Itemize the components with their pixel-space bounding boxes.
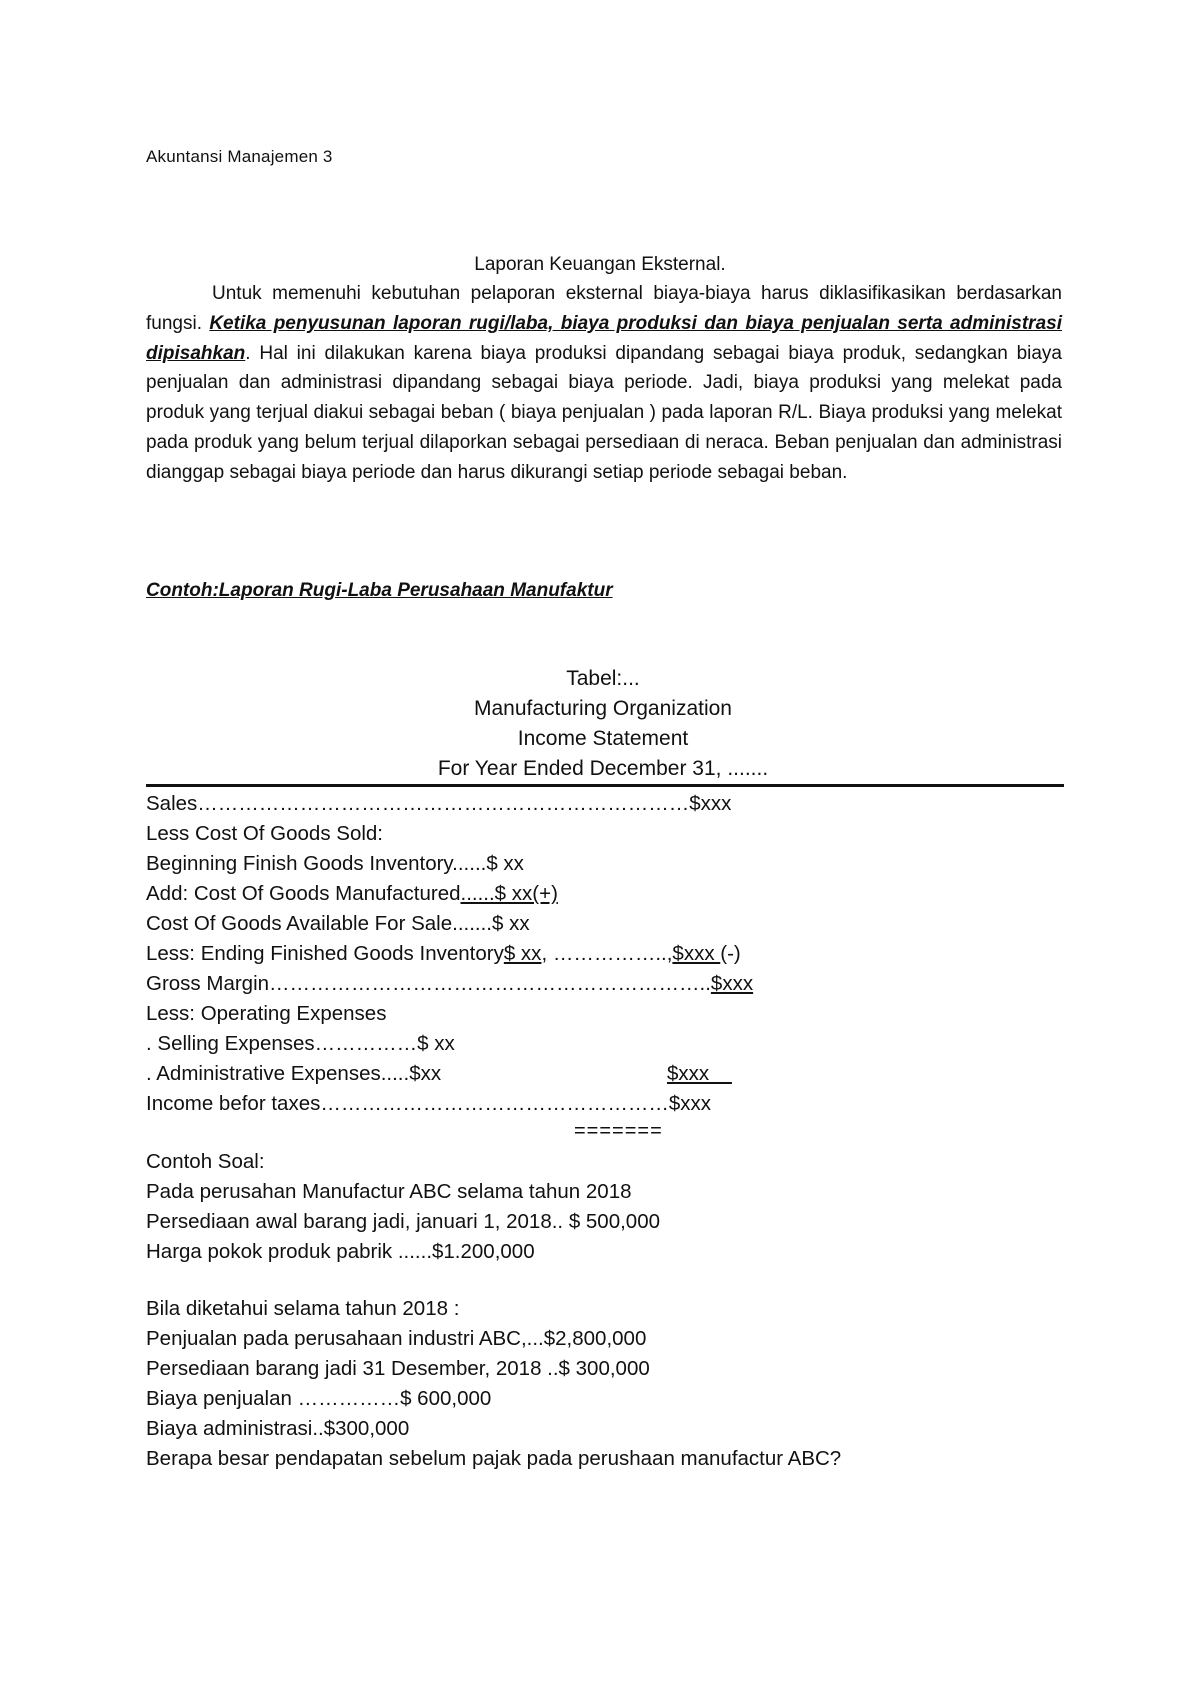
problem-line: Persediaan awal barang jadi, januari 1, 2018.. $ 500,000 <box>146 1210 661 1233</box>
example-heading: Contoh:Laporan Rugi-Laba Perusahaan Manufaktur <box>146 580 613 601</box>
cost-manufactured-value: ......$ xx(+) <box>460 882 558 905</box>
problem-line: Pada perusahan Manufactur ABC selama tahun 2018 <box>146 1180 632 1203</box>
gross-margin-label: Gross Margin……………………………………………………….. <box>146 972 711 995</box>
ending-inventory-dots: , …………….., <box>541 942 673 965</box>
statement-line-administrative-expenses: . Administrative Expenses.....$xx <box>146 1062 442 1085</box>
given-line: Persediaan barang jadi 31 Desember, 2018 ..$ 300,000 <box>146 1357 650 1380</box>
statement-header-rule <box>146 784 1064 787</box>
statement-line-operating-expenses: Less: Operating Expenses <box>146 1002 387 1025</box>
statement-line-cost-manufactured <box>146 882 558 906</box>
statement-line-ending-inventory <box>146 942 741 966</box>
statement-line-selling-expenses: . Selling Expenses……………$ xx <box>146 1032 455 1055</box>
question-line: Berapa besar pendapatan sebelum pajak pada perushaan manufactur ABC? <box>146 1447 842 1470</box>
statement-period: For Year Ended December 31, ....... <box>437 757 769 780</box>
statement-line-sales: Sales………………………………………………………………$xxx <box>146 792 732 815</box>
section-title: Laporan Keuangan Eksternal. <box>474 254 726 275</box>
problem-line: Harga pokok produk pabrik ......$1.200,000 <box>146 1240 535 1263</box>
statement-organization: Manufacturing Organization <box>474 697 732 720</box>
paragraph-emphasis: Ketika penyusunan laporan rugi/laba, biaya produksi dan biaya penjualan serta administrasi dipisahkan <box>146 312 1062 364</box>
ending-inventory-sign: (-) <box>720 942 741 965</box>
paragraph-text-after: . Hal ini dilakukan karena biaya produksi dipandang sebagai biaya produk, sedangkan biaya penjualan dan administrasi dipandang sebagai biaya periode. Jadi, biaya produksi yang melekat pada produk yang terjual diakui sebagai beban ( biaya penjualan ) pada laporan R/L. Biaya produksi yang melekat pada produk yang belum terjual dilaporkan sebagai persediaan di neraca. Beban penjualan dan administrasi dianggap sebagai biaya periode dan harus dikurangi setiap periode sebagai beban. <box>146 342 1062 483</box>
statement-line-gross-margin <box>146 972 753 996</box>
gross-margin-value: $xxx <box>710 972 754 995</box>
statement-line-beginning-inventory: Beginning Finish Goods Inventory......$ xx <box>146 852 524 875</box>
statement-table-label: Tabel:... <box>566 667 640 690</box>
cost-manufactured-label: Add: Cost Of Goods Manufactured <box>146 882 461 905</box>
ending-inventory-total: $xxx <box>672 942 721 965</box>
statement-report-name: Income Statement <box>517 727 689 750</box>
statement-line-less-cogs: Less Cost Of Goods Sold: <box>146 822 384 845</box>
statement-line-income-before-taxes: Income befor taxes……………………………………………$xxx <box>146 1092 711 1115</box>
given-line: Penjualan pada perusahaan industri ABC,...$2,800,000 <box>146 1327 647 1350</box>
given-line: Biaya penjualan ……………$ 600,000 <box>146 1387 492 1410</box>
paragraph-text-before: Untuk memenuhi kebutuhan pelaporan eksternal biaya-biaya harus diklasifikasikan berdasarkan fungsi. <box>146 283 1062 334</box>
statement-double-rule: ======= <box>574 1120 663 1142</box>
document-header: Akuntansi Manajemen 3 <box>146 147 333 166</box>
ending-inventory-label: Less: Ending Finished Goods Inventory <box>146 942 504 965</box>
problem-heading: Contoh Soal: <box>146 1150 265 1173</box>
body-paragraph <box>146 279 1062 488</box>
administrative-expenses-total: $xxx <box>667 1062 732 1085</box>
given-line: Biaya administrasi..$300,000 <box>146 1417 410 1440</box>
ending-inventory-value: $ xx <box>503 942 542 965</box>
statement-line-goods-available: Cost Of Goods Available For Sale.......$ xx <box>146 912 530 935</box>
given-heading: Bila diketahui selama tahun 2018 : <box>146 1297 460 1320</box>
